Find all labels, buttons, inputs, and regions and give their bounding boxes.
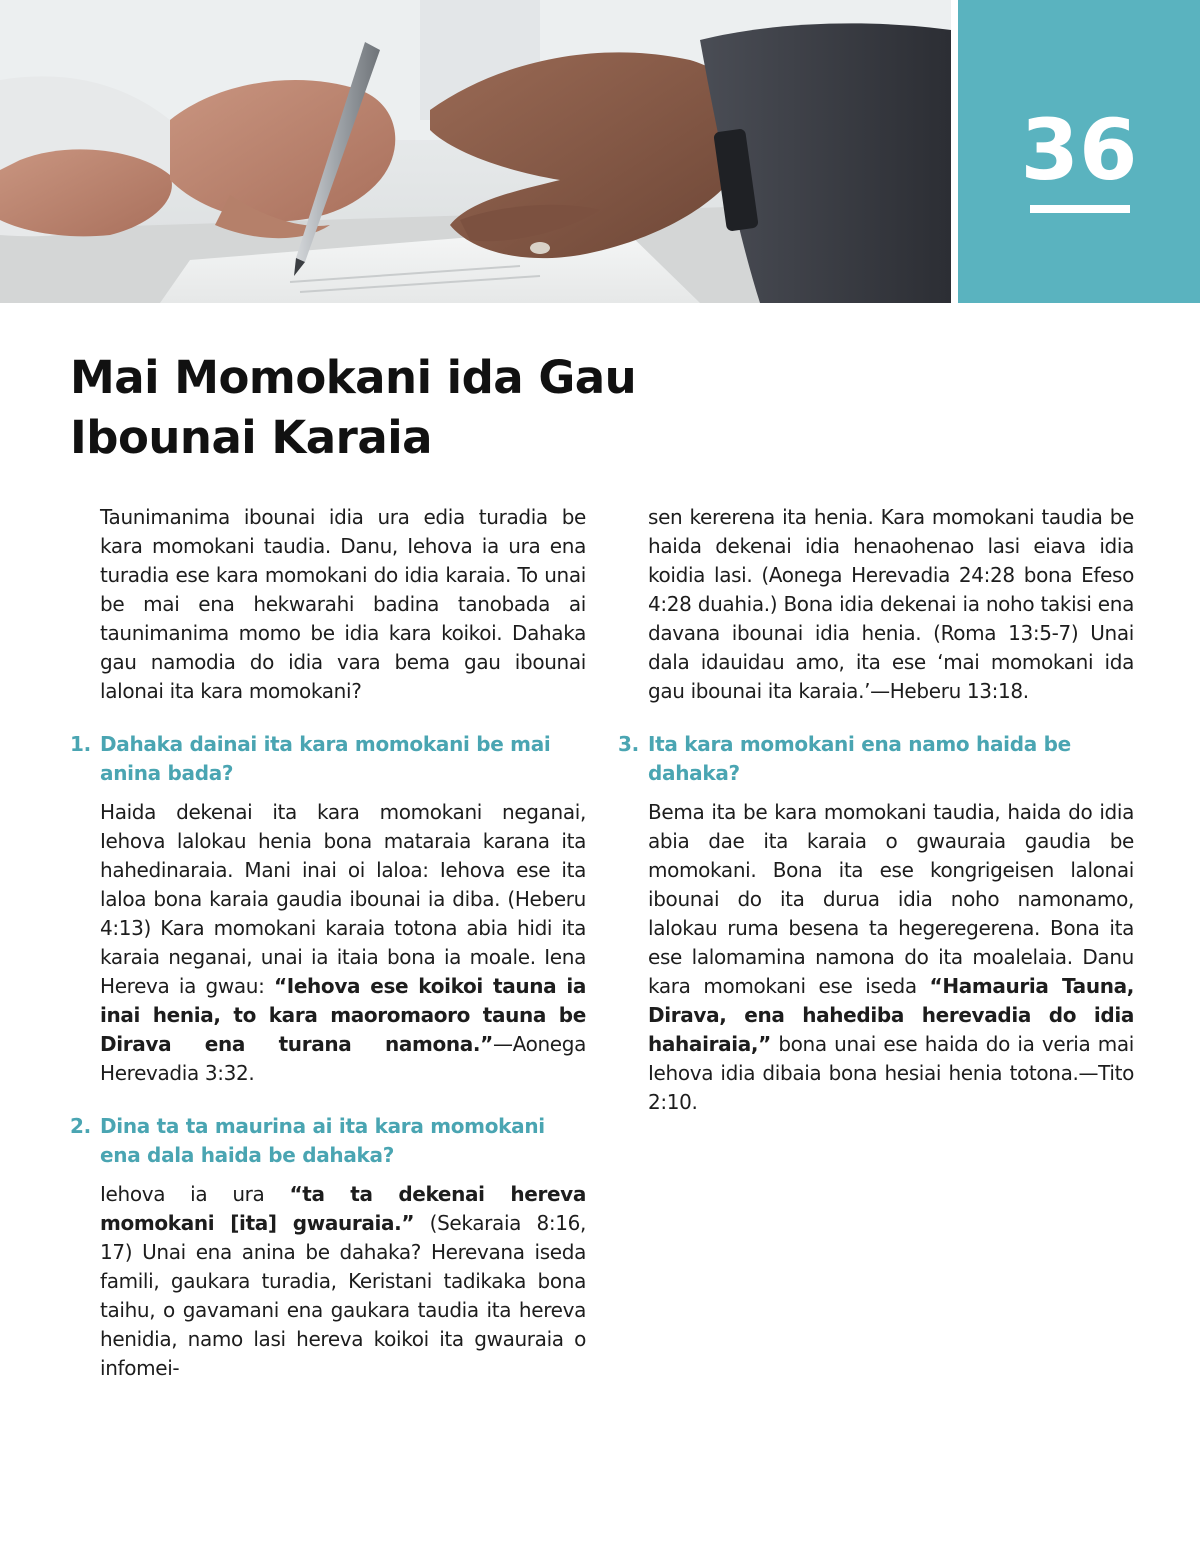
bold-scripture-quote: “Hamauria Tauna, Dirava, ena hahediba herevadia do idia hahairaia,”: [648, 974, 1134, 1056]
left-column: [70, 503, 586, 1383]
answer-text: Bema ita be kara momokani taudia, haida do idia abia dae ita karaia o gwauraia gaudia be momokani. Bona ita ese kongrigeisen lalonai ibounai do ita durua idia noho namonamo, lalokau ruma besena ta hegeregerena. Bona ita ese lalomamina namona do ita moalelaia. Danu kara momokani ese iseda: [648, 800, 1134, 998]
answer-paragraph-1: [100, 798, 586, 1088]
question-number: 1.: [70, 732, 91, 756]
answer-text-continued: bona unai ese haida do ia veria mai Iehova idia dibaia bona hesiai henia totona.—Tito 2:10.: [648, 1032, 1134, 1114]
question-text: Ita kara momokani ena namo haida be dahaka?: [648, 732, 1071, 785]
question-number: 2.: [70, 1114, 91, 1138]
intro-paragraph: Taunimanima ibounai idia ura edia turadia be kara momokani taudia. Danu, Iehova ia ura ena turadia ese kara momokani do idia karaia. To unai be mai ena hekwarahi badina tanobada ai taunimanima momo be idia kara koikoi. Dahaka gau namodia do idia vara bema gau ibounai lalonai ita kara momokani?: [100, 505, 586, 703]
answer-text-continued: (Sekaraia 8:16, 17) Unai ena anina be dahaka? Herevana iseda famili, gaukara turadia, Keristani tadikaka bona taihu, o gavamani ena gaukara taudia ita hereva henidia, namo lasi hereva koikoi ita gwauraia o infomei-: [100, 1211, 586, 1380]
question-text: Dina ta ta maurina ai ita kara momokani ena dala haida be dahaka?: [100, 1114, 545, 1167]
lesson-number-underline: [1030, 205, 1130, 213]
question-heading-2: [70, 1112, 586, 1170]
answer-paragraph-2-continued: sen kererena ita henia. Kara momokani taudia be haida dekenai idia henaohenao lasi eiava idia koidia lasi. (Aonega Herevadia 24:28 bona Efeso 4:28 duahia.) Bona idia dekenai ia noho takisi ena davana ibounai idia henia. (Roma 13:5-7) Unai dala idauidau amo, ita ese ‘mai momokani ida gau ibounai ita karaia.’—Heberu 13:18.: [648, 505, 1134, 703]
scripture-reference: —Aonega Herevadia 3:32.: [100, 1032, 586, 1085]
header-photo: [0, 0, 951, 303]
bold-scripture-quote: “ta ta dekenai hereva momokani [ita] gwauraia.”: [100, 1182, 586, 1235]
bold-scripture-quote: “Iehova ese koikoi tauna ia inai henia, to kara maoromaoro tauna be Dirava ena turana namona.”: [100, 974, 587, 1056]
question-number: 3.: [618, 732, 639, 756]
answer-text: Haida dekenai ita kara momokani neganai, Iehova lalokau henia bona mataraia karana ita hahedinaraia. Mani inai oi laloa: Iehova ese ita laloa bona karaia gaudia ibounai ia diba. (Heberu 4:13) Kara momokani karaia totona abia hidi ita karaia neganai, unai ia itaia bona ia moale. Iena Hereva ia gwau:: [100, 800, 586, 998]
page-title: Mai Momokani ida Gau Ibounai Karaia: [70, 351, 637, 464]
answer-text: Iehova ia ura: [100, 1182, 290, 1206]
lesson-number: 36: [1020, 101, 1138, 199]
answer-paragraph-2: [100, 1180, 586, 1383]
answer-paragraph-3: [648, 798, 1134, 1117]
right-column: [618, 503, 1134, 1117]
question-heading-3: [618, 730, 1134, 788]
handshake-signing-illustration: [0, 0, 951, 303]
question-heading-1: [70, 730, 586, 788]
question-text: Dahaka dainai ita kara momokani be mai anina bada?: [100, 732, 551, 785]
